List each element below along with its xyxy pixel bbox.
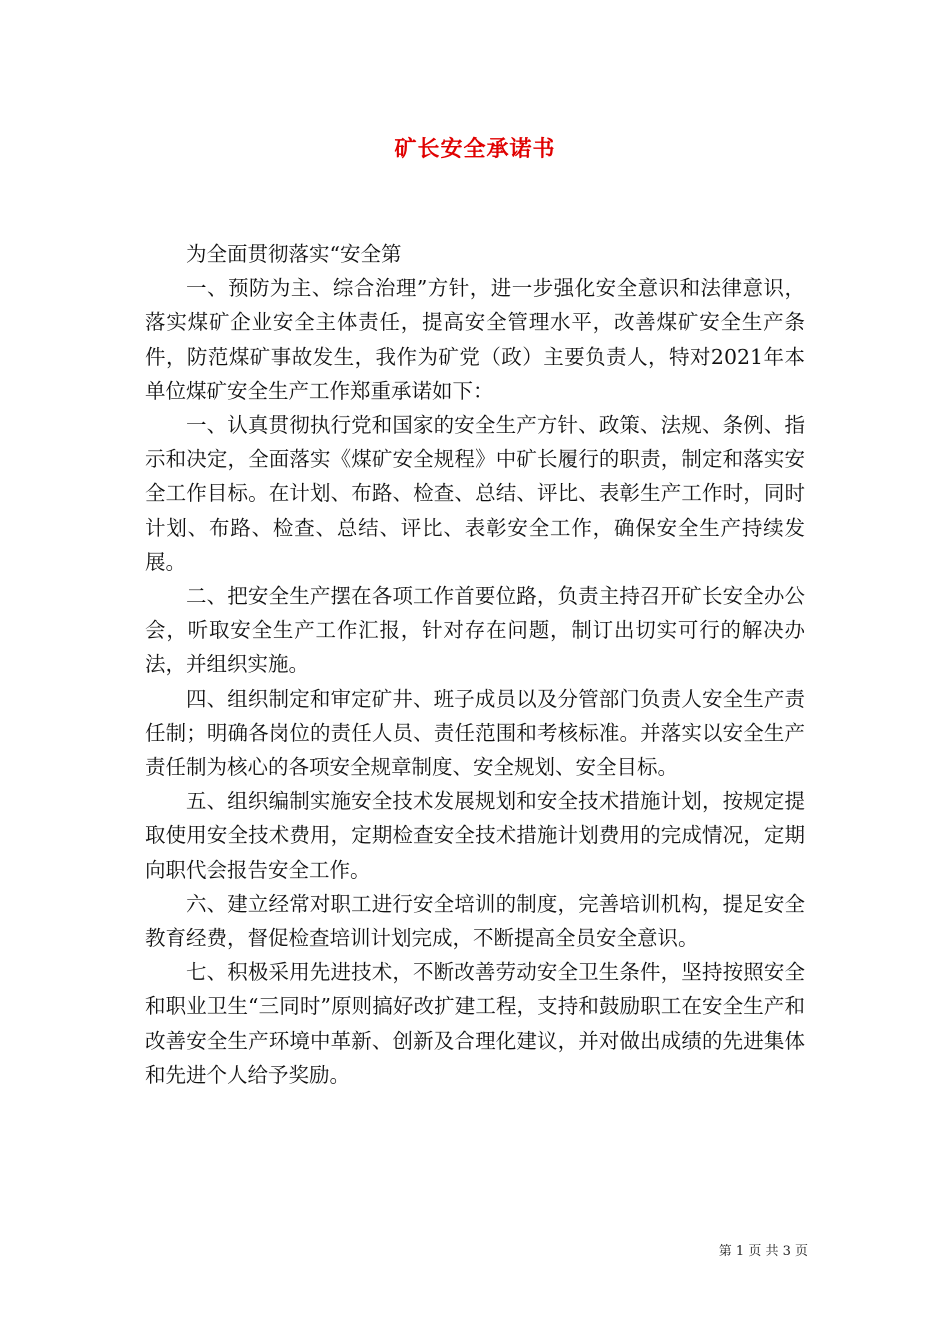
paragraph-intro: 为全面贯彻落实“安全第 — [186, 242, 402, 266]
paragraph-item-7: 七、积极采用先进技术，不断改善劳动安全卫生条件，坚持按照安全和职业卫生“三同时”原则搞好改扩建工程，支持和鼓励职工在安全生产和改善安全生产环境中革新、创新及合理化建议，并对做出成绩的先进集体和先进个人给予奖励。 — [145, 960, 805, 1087]
paragraph-item-5: 五、组织编制实施安全技术发展规划和安全技术措施计划，按规定提取使用安全技术费用，定期检查安全技术措施计划费用的完成情况，定期向职代会报告安全工作。 — [145, 789, 805, 882]
document-body — [145, 237, 805, 1092]
page-number-footer: 第 1 页 共 3 页 — [718, 1244, 808, 1259]
paragraph-item-1: 一、认真贯彻执行党和国家的安全生产方针、政策、法规、条例、指示和决定，全面落实《煤矿安全规程》中矿长履行的职责，制定和落实安全工作目标。在计划、布路、检查、总结、评比、表彰生产工作时，同时计划、布路、检查、总结、评比、表彰安全工作，确保安全生产持续发展。 — [145, 413, 805, 574]
paragraph-item-4: 四、组织制定和审定矿井、班子成员以及分管部门负责人安全生产责任制；明确各岗位的责任人员、责任范围和考核标准。并落实以安全生产责任制为核心的各项安全规章制度、安全规划、安全目标。 — [145, 686, 805, 780]
document-title: 矿长安全承诺书 — [394, 136, 556, 162]
paragraph-item-6: 六、建立经常对职工进行安全培训的制度，完善培训机构，提足安全教育经费，督促检查培训计划完成，不断提高全员安全意识。 — [145, 891, 805, 951]
paragraph-item-2: 二、把安全生产摆在各项工作首要位路，负责主持召开矿长安全办公会，听取安全生产工作汇报，针对存在问题，制订出切实可行的解决办法，并组织实施。 — [145, 584, 805, 677]
paragraph-preamble: 一、预防为主、综合治理”方针，进一步强化安全意识和法律意识，落实煤矿企业安全主体责任，提高安全管理水平，改善煤矿安全生产条件，防范煤矿事故发生，我作为矿党（政）主要负责人，特对2021年本单位煤矿安全生产工作郑重承诺如下： — [145, 276, 805, 403]
